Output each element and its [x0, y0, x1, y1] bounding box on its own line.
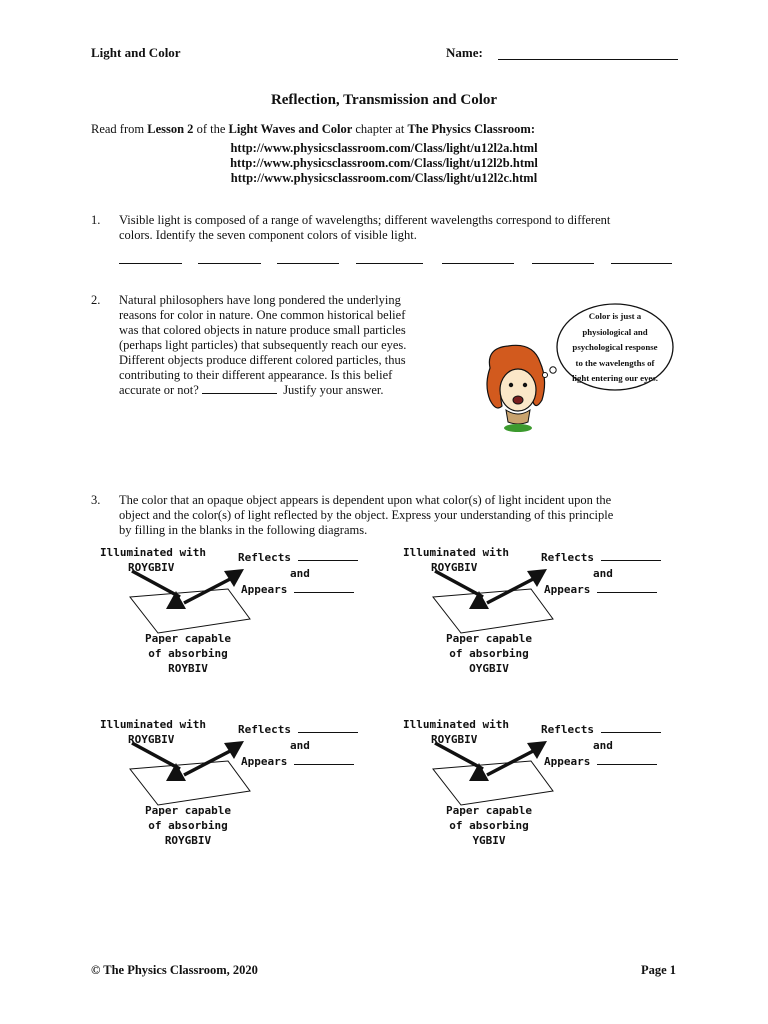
page-title: Reflection, Transmission and Color — [270, 92, 498, 108]
and-label: and — [290, 567, 310, 580]
appears-field[interactable]: Appears — [544, 754, 657, 769]
and-label: and — [593, 567, 613, 580]
illumination-label: Illuminated with ROYGBIV — [403, 546, 509, 574]
color-diagram — [100, 545, 370, 680]
answer-blank[interactable] — [119, 263, 182, 264]
paper-label: Paper capable of absorbing OYGBIV — [445, 632, 533, 675]
intro-text: Read from Lesson 2 of the Light Waves and Color chapter at The Physics Classroom: — [91, 122, 535, 136]
speech-bubble: Color is just a physiological and psychological response to the wavelengths of light entering our eyes. — [555, 302, 675, 392]
color-diagram — [403, 545, 673, 680]
paper-label: Paper capable of absorbing ROYGBIV — [144, 804, 232, 847]
question-3-text: The color that an opaque object appears is dependent upon what color(s) of light incident upon the object and the color(s) of light reflected by the object. Express your understanding of this principle by filling in the blanks in the following diagrams. — [119, 493, 614, 537]
reflects-field[interactable]: Reflects — [238, 550, 358, 565]
page-number: Page 1 — [641, 963, 677, 977]
question-1-text: Visible light is composed of a range of wavelengths; different wavelengths correspond to different colors. Identify the seven component colors of visible light. — [119, 213, 611, 242]
illumination-label: Illuminated with ROYGBIV — [100, 718, 206, 746]
answer-blank[interactable] — [532, 263, 594, 264]
reflection-arrows-icon — [128, 739, 258, 811]
answer-blank[interactable] — [198, 263, 261, 264]
paper-label: Paper capable of absorbing YGBIV — [445, 804, 533, 847]
answer-blank[interactable] — [611, 263, 672, 264]
url-link[interactable]: http://www.physicsclassroom.com/Class/light/u12l2a.html — [230, 141, 538, 155]
reflection-arrows-icon — [128, 567, 258, 639]
url-link[interactable]: http://www.physicsclassroom.com/Class/light/u12l2b.html — [230, 156, 538, 170]
reflects-field[interactable]: Reflects — [541, 550, 661, 565]
question-number: 2. — [91, 293, 101, 307]
paper-label: Paper capable of absorbing ROYBIV — [144, 632, 232, 675]
and-label: and — [593, 739, 613, 752]
illumination-label: Illuminated with ROYGBIV — [403, 718, 509, 746]
name-field[interactable] — [498, 59, 678, 60]
reflects-field[interactable]: Reflects — [541, 722, 661, 737]
answer-blank[interactable] — [356, 263, 423, 264]
question-number: 1. — [91, 213, 101, 227]
footer-copyright: © The Physics Classroom, 2020 — [91, 963, 258, 977]
illumination-label: Illuminated with ROYGBIV — [100, 546, 206, 574]
reflection-arrows-icon — [431, 567, 561, 639]
question-2-text: Natural philosophers have long pondered the underlying reasons for color in nature. One common historical belief was that colored objects in nature produce small particles (perhaps light particles) that subsequently reach our eyes. Different objects produce different colored particles, thus contributing to their different appearance. Is this belief accurate or not? Justify your answer. — [119, 293, 407, 397]
url-link[interactable]: http://www.physicsclassroom.com/Class/light/u12l2c.html — [230, 171, 538, 185]
answer-blank[interactable] — [202, 393, 277, 394]
and-label: and — [290, 739, 310, 752]
appears-field[interactable]: Appears — [544, 582, 657, 597]
appears-field[interactable]: Appears — [241, 582, 354, 597]
answer-blank[interactable] — [277, 263, 339, 264]
color-diagram — [403, 717, 673, 852]
color-diagram — [100, 717, 370, 852]
cartoon-girl-image — [478, 340, 558, 435]
reflects-field[interactable]: Reflects — [238, 722, 358, 737]
question-number: 3. — [91, 493, 101, 507]
answer-blank[interactable] — [442, 263, 514, 264]
name-label: Name: — [446, 45, 483, 60]
reflection-arrows-icon — [431, 739, 561, 811]
worksheet-topic: Light and Color — [91, 45, 181, 60]
appears-field[interactable]: Appears — [241, 754, 354, 769]
